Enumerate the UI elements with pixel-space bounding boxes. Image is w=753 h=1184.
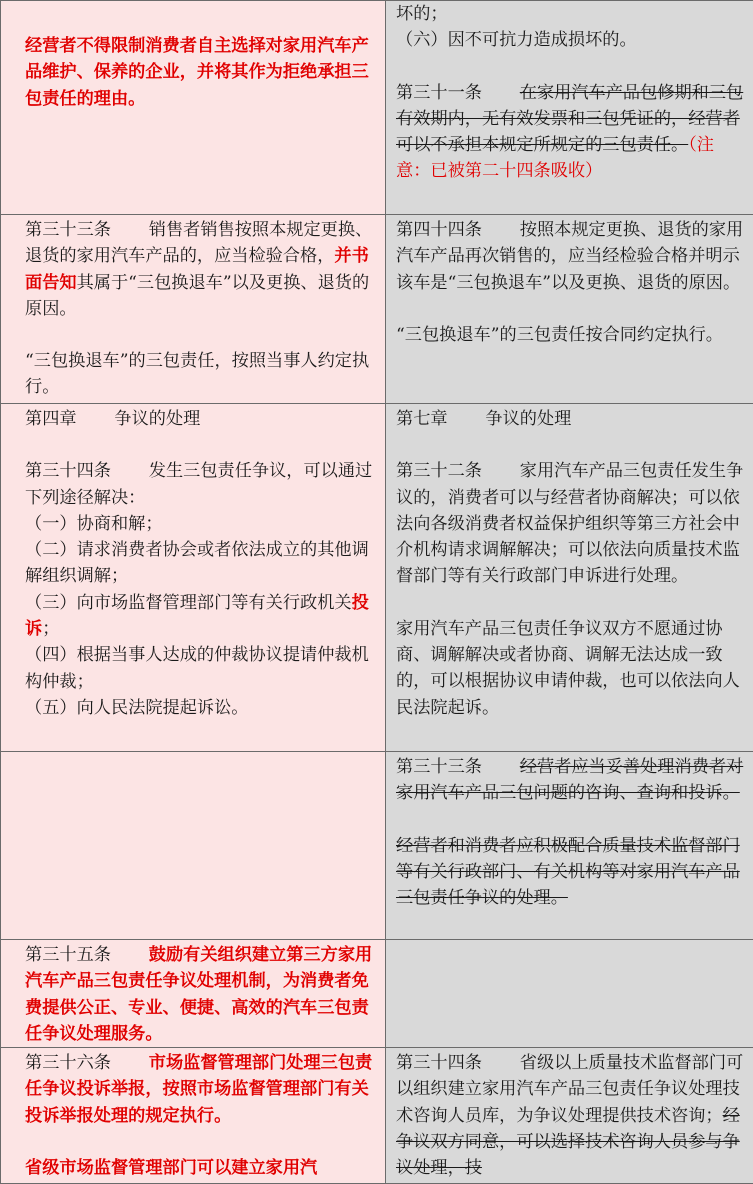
list-item-text: （三）向市场监督管理部门等有关行政机关 bbox=[25, 593, 352, 613]
list-item-text: ； bbox=[42, 619, 59, 639]
clause-paragraph bbox=[25, 1050, 379, 1129]
clause-text: 按照本规定更换、退货的家用汽车产品再次销售的，应当经检验合格并明示该车是“三包换退车”以及更换、退货的原因。 bbox=[396, 220, 743, 293]
clause-number: 第三十六条 bbox=[25, 1053, 111, 1073]
clause-number: 第四十四条 bbox=[396, 220, 482, 240]
clause-number: 第三十二条 bbox=[396, 461, 482, 481]
clause-text: 其属于“三包换退车”以及更换、退货的原因。 bbox=[25, 273, 369, 319]
clause-paragraph bbox=[396, 80, 747, 185]
clause-paragraph bbox=[396, 217, 747, 296]
table-row bbox=[1, 1, 753, 215]
clause-paragraph bbox=[25, 217, 379, 322]
deleted-text: 在家用汽车产品包修期和三包有效期内，无有效发票和三包凭证的，经营者可以不承担本规定所规定的三包责任。 bbox=[396, 83, 743, 156]
chapter-number: 第七章 bbox=[396, 409, 448, 429]
chapter-title: 争议的处理 bbox=[114, 409, 200, 429]
clause-number: 第三十五条 bbox=[25, 945, 111, 965]
clause-paragraph bbox=[396, 754, 747, 807]
clause-text: 坏的； bbox=[396, 1, 747, 27]
list-item: （四）根据当事人达成的仲裁协议提请仲裁机构仲裁； bbox=[25, 642, 379, 695]
clause-text: 销售者销售按照本规定更换、退货的家用汽车产品的，应当检验合格， bbox=[25, 220, 372, 266]
old-rule-cell-empty bbox=[386, 940, 753, 1048]
list-item: （五）向人民法院提起诉讼。 bbox=[25, 695, 379, 721]
new-rule-cell bbox=[1, 1048, 386, 1184]
added-text: 并书面告知 bbox=[25, 246, 369, 292]
chapter-title: 争议的处理 bbox=[485, 409, 571, 429]
old-rule-cell bbox=[386, 1, 753, 215]
note-text: （注意：已被第二十四条吸收） bbox=[396, 135, 714, 181]
clause-number: 第三十四条 bbox=[25, 461, 111, 481]
old-rule-cell bbox=[386, 404, 753, 752]
new-rule-cell bbox=[1, 404, 386, 752]
clause-text: “三包换退车”的三包责任，按照当事人约定执行。 bbox=[25, 348, 379, 401]
added-text: 投诉 bbox=[25, 593, 369, 639]
added-text: 省级市场监督管理部门可以建立家用汽 bbox=[25, 1155, 379, 1181]
clause-number: 第三十四条 bbox=[396, 1053, 482, 1073]
clause-text: “三包换退车”的三包责任按合同约定执行。 bbox=[396, 322, 747, 348]
clause-text: 经营者不得限制消费者自主选择对家用汽车产品维护、保养的企业，并将其作为拒绝承担三包责任的理由。 bbox=[25, 33, 379, 112]
clause-number: 第三十一条 bbox=[396, 83, 482, 103]
list-item bbox=[25, 590, 379, 643]
list-item: （一）协商和解； bbox=[25, 511, 379, 537]
clause-number: 第三十三条 bbox=[25, 220, 111, 240]
table-row bbox=[1, 404, 753, 752]
clause-text: 发生三包责任争议，可以通过下列途径解决： bbox=[25, 461, 372, 507]
chapter-heading bbox=[25, 406, 379, 432]
deleted-text: 经争议双方同意，可以选择技术咨询人员参与争议处理，技 bbox=[396, 1106, 740, 1179]
new-rule-cell bbox=[1, 940, 386, 1048]
new-rule-cell-empty bbox=[1, 752, 386, 940]
clause-number: 第三十三条 bbox=[396, 757, 482, 777]
clause-text: 省级以上质量技术监督部门可以组织建立家用汽车产品三包责任争议处理技术咨询人员库，为争议处理提供技术咨询； bbox=[396, 1053, 743, 1126]
old-rule-cell bbox=[386, 1048, 753, 1184]
clause-text: 家用汽车产品三包责任发生争议的，消费者可以与经营者协商解决；可以依法向各级消费者权益保护组织等第三方社会中介机构请求调解解决；可以依法向质量技术监督部门等有关行政部门申诉进行处理。 bbox=[396, 461, 743, 586]
clause-paragraph bbox=[396, 1050, 747, 1181]
clause-paragraph bbox=[25, 458, 379, 511]
deleted-text: 经营者和消费者应积极配合质量技术监督部门等有关行政部门、有关机构等对家用汽车产品三包责任争议的处理。 bbox=[396, 833, 747, 912]
table-row bbox=[1, 940, 753, 1048]
table-row bbox=[1, 1048, 753, 1184]
added-text: 鼓励有关组织建立第三方家用汽车产品三包责任争议处理机制，为消费者免费提供公正、专业、便捷、高效的汽车三包责任争议处理服务。 bbox=[25, 945, 372, 1044]
clause-paragraph bbox=[25, 942, 379, 1047]
clause-text: 家用汽车产品三包责任争议双方不愿通过协商、调解解决或者协商、调解无法达成一致的，可以根据协议申请仲裁，也可以依法向人民法院起诉。 bbox=[396, 616, 747, 721]
added-text: 市场监督管理部门处理三包责任争议投诉举报，按照市场监督管理部门有关投诉举报处理的规定执行。 bbox=[25, 1053, 372, 1126]
table-row bbox=[1, 215, 753, 404]
new-rule-cell bbox=[1, 1, 386, 215]
clause-text: （六）因不可抗力造成损坏的。 bbox=[396, 27, 747, 53]
chapter-heading bbox=[396, 406, 747, 432]
old-rule-cell bbox=[386, 215, 753, 404]
deleted-text: 经营者应当妥善处理消费者对家用汽车产品三包问题的咨询、查询和投诉。 bbox=[396, 757, 743, 803]
chapter-number: 第四章 bbox=[25, 409, 77, 429]
clause-paragraph bbox=[396, 458, 747, 589]
old-rule-cell bbox=[386, 752, 753, 940]
list-item: （二）请求消费者协会或者依法成立的其他调解组织调解； bbox=[25, 537, 379, 590]
new-rule-cell bbox=[1, 215, 386, 404]
table-row bbox=[1, 752, 753, 940]
